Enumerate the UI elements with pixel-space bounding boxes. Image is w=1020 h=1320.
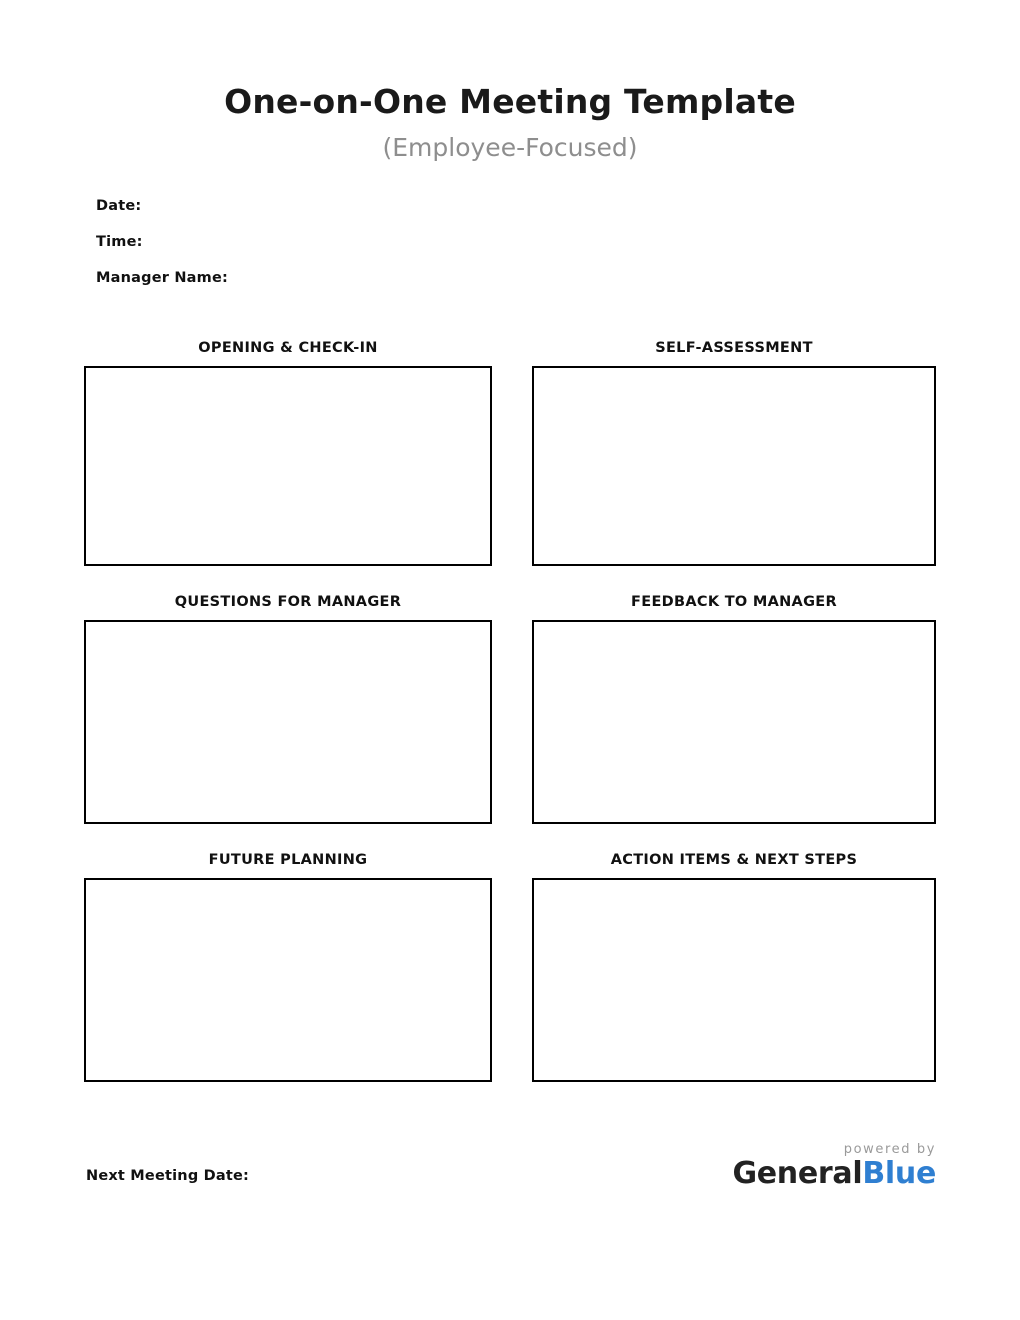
brand-name <box>732 1156 936 1191</box>
section-questions-for-manager <box>84 594 492 824</box>
sections-row-2 <box>84 594 936 824</box>
section-box-self-assessment[interactable] <box>532 366 936 566</box>
section-label-feedback-to-manager: FEEDBACK TO MANAGER <box>631 594 837 610</box>
section-label-questions-for-manager: QUESTIONS FOR MANAGER <box>174 594 402 610</box>
sections-row-1 <box>84 340 936 566</box>
section-label-future-planning: FUTURE PLANNING <box>208 852 368 868</box>
section-label-action-items-next-steps: ACTION ITEMS & NEXT STEPS <box>610 852 858 868</box>
sections-row-3 <box>84 852 936 1082</box>
powered-by-label: powered by <box>843 1142 936 1157</box>
meta-field-manager-name[interactable]: Manager Name: <box>96 270 228 286</box>
brand-name-general: General <box>732 1156 863 1191</box>
page-title: One-on-One Meeting Template <box>224 82 796 121</box>
brand-logo <box>732 1142 936 1189</box>
sections-grid <box>84 340 936 1110</box>
section-box-action-items-next-steps[interactable] <box>532 878 936 1082</box>
meta-field-time[interactable]: Time: <box>96 234 143 250</box>
next-meeting-date-field[interactable]: Next Meeting Date: <box>86 1168 250 1184</box>
meta-field-date[interactable]: Date: <box>96 198 142 214</box>
section-label-opening-check-in: OPENING & CHECK-IN <box>198 340 378 356</box>
brand-name-blue: Blue <box>862 1156 936 1191</box>
section-box-feedback-to-manager[interactable] <box>532 620 936 824</box>
section-box-questions-for-manager[interactable] <box>84 620 492 824</box>
section-self-assessment <box>532 340 936 566</box>
section-future-planning <box>84 852 492 1082</box>
meta-fields <box>96 198 616 306</box>
section-box-opening-check-in[interactable] <box>84 366 492 566</box>
section-label-self-assessment: SELF-ASSESSMENT <box>655 340 813 356</box>
page-subtitle: (Employee-Focused) <box>382 133 638 162</box>
section-opening-check-in <box>84 340 492 566</box>
section-box-future-planning[interactable] <box>84 878 492 1082</box>
section-action-items-next-steps <box>532 852 936 1082</box>
section-feedback-to-manager <box>532 594 936 824</box>
